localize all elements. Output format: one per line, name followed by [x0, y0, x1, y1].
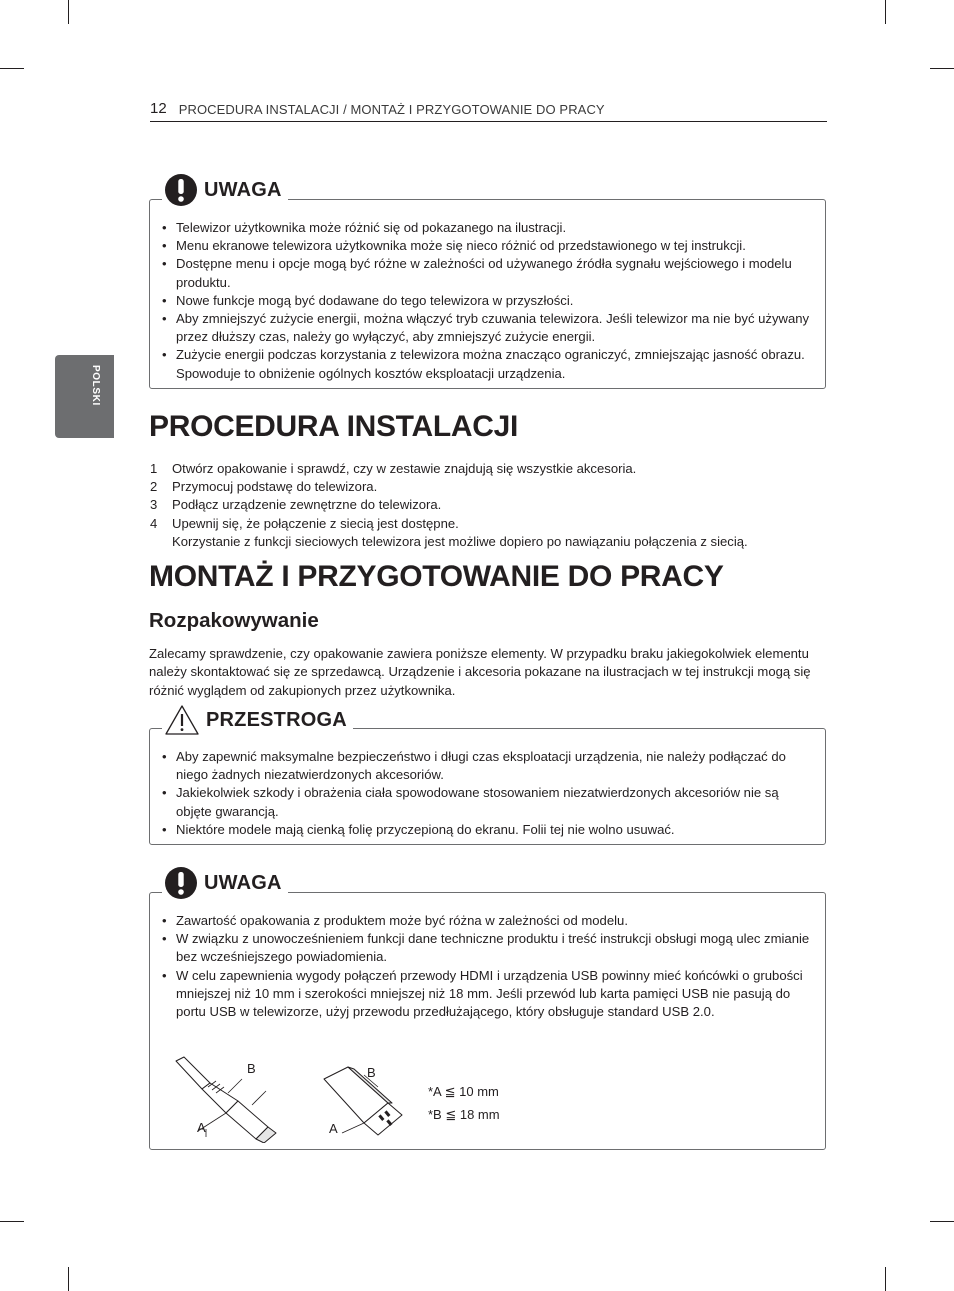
step-number: 2 — [150, 479, 158, 495]
exclamation-circle-icon — [164, 866, 198, 900]
step-item — [149, 460, 829, 478]
note-item: • Zawartość opakowania z produktem może być różna w zależności od modelu. — [150, 912, 825, 930]
step-text: Upewnij się, że połączenie z siecią jest dostępne. — [172, 515, 459, 531]
step-text: Przymocuj podstawę do telewizora. — [172, 479, 378, 495]
unpacking-paragraph: Zalecamy sprawdzenie, czy opakowanie zawiera poniższe elementy. W przypadku braku jakiegokolwiek elementu należy skontaktować się ze sprzedawcą. Urządzenie i akcesoria pokazane na ilustracjach w tej instrukcji mogą się różnić wyglądem od zakupionych przez użytkownika. — [149, 646, 811, 698]
hdmi-cable-illustration — [168, 1053, 288, 1143]
step-text: Podłącz urządzenie zewnętrzne do telewizora. — [172, 497, 442, 513]
language-tab — [55, 355, 114, 438]
crop-mark — [885, 0, 886, 24]
note-item: • Zużycie energii podczas korzystania z telewizora można znacząco ograniczyć, zmniejszając jasność obrazu. Spowoduje to obniżenie ogólnych kosztów eksploatacji urządzenia. — [150, 346, 825, 382]
caution-list — [150, 748, 825, 839]
installation-steps — [149, 460, 829, 551]
crop-mark — [885, 1267, 886, 1291]
cable-label-b: B — [247, 1061, 256, 1076]
page-number: 12 — [150, 100, 167, 117]
crop-mark — [68, 1267, 69, 1291]
caution-title: PRZESTROGA — [206, 708, 347, 731]
note-header — [162, 173, 288, 207]
note-item: • Nowe funkcje mogą być dodawane do tego telewizora w przyszłości. — [150, 292, 825, 310]
stick-label-a: A — [329, 1121, 338, 1136]
step-extra-text: Korzystanie z funkcji sieciowych telewizora jest możliwe dopiero po nawiązaniu połączenia z siecią. — [172, 533, 748, 549]
step-number: 3 — [150, 497, 158, 513]
step-number: 1 — [150, 461, 158, 476]
caution-item: • Aby zapewnić maksymalne bezpieczeństwo i długi czas eksploatacji urządzenia, nie należy podłączać do niego żadnych niezatwierdzonych akcesoriów. — [150, 748, 825, 784]
note-item: • W celu zapewnienia wygody połączeń przewody HDMI i urządzenia USB powinny mieć końcówki o grubości mniejszej niż 10 mm i szerokości mniejszej niż 18 mm. Jeśli przewód lub karta pamięci USB nie pasują do portu USB w telewizorze, użyj przewodu przedłużającego, który obsługuje standard USB 2.0. — [150, 967, 825, 1022]
note-title: UWAGA — [204, 178, 282, 201]
section-title-installation: PROCEDURA INSTALACJI — [149, 410, 519, 443]
note-item: • Dostępne menu i opcje mogą być różne w zależności od używanego źródła sygnału wejściowego i modelu produktu. — [150, 255, 825, 291]
language-tab-label: POLSKI — [90, 365, 101, 406]
exclamation-circle-icon — [164, 173, 198, 207]
caution-item: • Niektóre modele mają cienką folię przyczepioną do ekranu. Folii tej nie wolno usuwać. — [150, 821, 825, 839]
cable-label-a: A — [197, 1120, 206, 1135]
step-text: Otwórz opakowanie i sprawdź, czy w zestawie znajdują się wszystkie akcesoria. — [172, 461, 637, 476]
note-list — [150, 912, 825, 1021]
caution-box — [149, 708, 826, 845]
caution-item: • Jakiekolwiek szkody i obrażenia ciała spowodowane stosowaniem niezatwierdzonych akcesoriów nie są objęte gwarancją. — [150, 784, 825, 820]
note-title: UWAGA — [204, 871, 282, 894]
subsection-title-unpacking: Rozpakowywanie — [149, 609, 319, 632]
page-header — [150, 100, 827, 122]
note-item: • Menu ekranowe telewizora użytkownika może się nieco różnić od przedstawionego w tej instrukcji. — [150, 237, 825, 255]
section-title-assembly: MONTAŻ I PRZYGOTOWANIE DO PRACY — [149, 560, 724, 593]
note-box-general — [149, 178, 826, 389]
warning-triangle-icon — [164, 704, 200, 736]
crop-mark — [68, 0, 69, 24]
dimension-a: *A ≦ 10 mm — [428, 1084, 499, 1099]
crop-mark — [930, 1221, 954, 1222]
step-item — [149, 478, 829, 496]
note-header — [162, 866, 288, 900]
note-list — [150, 219, 825, 383]
dimension-b: *B ≦ 18 mm — [428, 1107, 500, 1122]
stick-label-b: B — [367, 1065, 376, 1080]
crop-mark — [0, 68, 24, 69]
dimension-limits — [428, 1080, 500, 1126]
crop-mark — [0, 1221, 24, 1222]
step-item — [149, 496, 829, 514]
caution-header — [162, 704, 353, 736]
note-item: • Aby zmniejszyć zużycie energii, można włączyć tryb czuwania telewizora. Jeśli telewizor ma nie być używany przez dłuższy czas, należy go wyłączyć, aby zmniejszyć zużycie energii. — [150, 310, 825, 346]
note-item: • Telewizor użytkownika może różnić się od pokazanego na ilustracji. — [150, 219, 825, 237]
running-title: PROCEDURA INSTALACJI / MONTAŻ I PRZYGOTOWANIE DO PRACY — [178, 102, 605, 117]
crop-mark — [930, 68, 954, 69]
note-item: • W związku z unowocześnieniem funkcji dane techniczne produktu i treść instrukcji obsługi mogą ulec zmianie bez wcześniejszego powiadomienia. — [150, 930, 825, 966]
step-item — [149, 515, 829, 551]
step-number: 4 — [150, 515, 158, 531]
